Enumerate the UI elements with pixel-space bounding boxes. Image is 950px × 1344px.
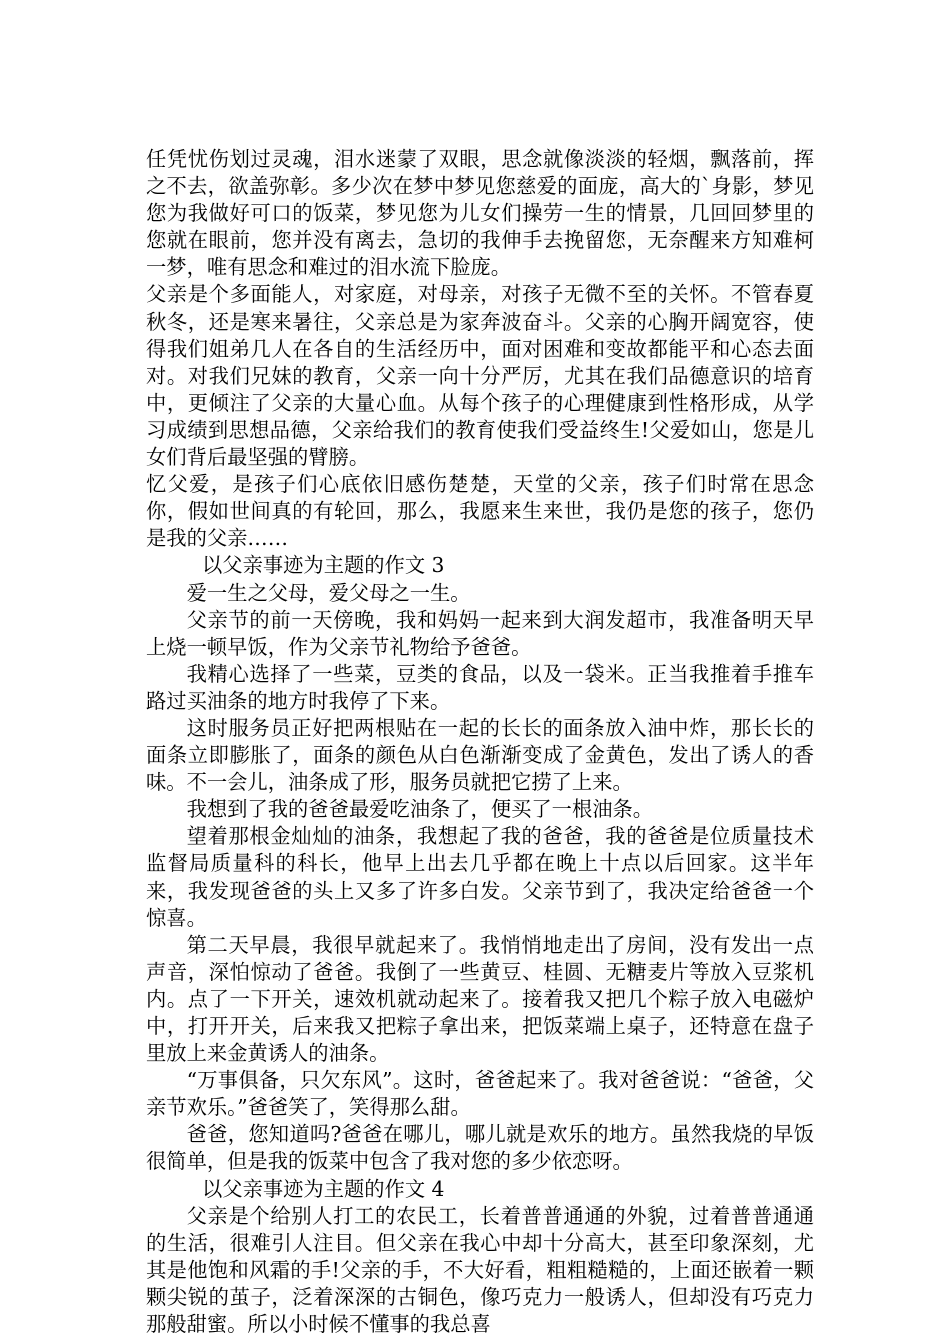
paragraph-morning: 第二天早晨，我很早就起来了。我悄悄地走出了房间，没有发出一点声音，深怕惊动了爸爸。我倒了一些黄豆、桂圆、无糖麦片等放入豆浆机内。点了一下开关，速效机就动起来了。接着我又把几个粽子放入电磁炉中，打开开关，后来我又把粽子拿出来，把饭菜端上桌子，还特意在盘子里放上来金黄诱人的油条。 <box>146 932 814 1066</box>
paragraph-buy-youtiao: 我想到了我的爸爸最爱吃油条了，便买了一根油条。 <box>186 797 654 822</box>
paragraph-shopping: 我精心选择了一些菜，豆类的食品，以及一袋米。正当我推着手推车路过买油条的地方时我停了下来。 <box>146 661 814 713</box>
paragraph-frying: 这时服务员正好把两根贴在一起的长长的面条放入油中炸，那长长的面条立即膨胀了，面条的颜色从白色渐渐变成了金黄色，发出了诱人的香味。不一会儿，油条成了形，服务员就把它捞了上来。 <box>146 715 814 795</box>
paragraph-dad-job: 望着那根金灿灿的油条，我想起了我的爸爸，我的爸爸是位质量技术监督局质量科的科长，他早上出去几乎都在晚上十点以后回家。这半年来，我发现爸爸的头上又多了许多白发。父亲节到了，我决定给爸爸一个惊喜。 <box>146 824 814 930</box>
essay-3-title: 以父亲事迹为主题的作文 3 <box>202 553 445 578</box>
paragraph-remembrance: 忆父爱，是孩子们心底依旧感伤楚楚，天堂的父亲，孩子们时常在思念你，假如世间真的有轮回，那么，我愿来生来世，我仍是您的孩子，您仍是我的父亲…… <box>146 472 814 551</box>
paragraph-closing: 爸爸，您知道吗?爸爸在哪儿，哪儿就是欢乐的地方。虽然我烧的早饭很简单，但是我的饭菜中包含了我对您的多少依恋呀。 <box>146 1122 814 1174</box>
paragraph-father-traits: 父亲是个多面能人，对家庭，对母亲，对孩子无微不至的关怀。不管春夏秋冬，还是寒来暑往，父亲总是为家奔波奋斗。父亲的心胸开阔宽容，使得我们姐弟几人在各自的生活经历中，面对困难和变故都能平和心态去面对。对我们兄妹的教育，父亲一向十分严厉，尤其在我们品德意识的培育中，更倾注了父亲的大量心血。从每个孩子的心理健康到性格形成，从学习成绩到思想品德，父亲给我们的教育使我们受益终生!父爱如山，您是儿女们背后最坚强的臂膀。 <box>146 282 814 470</box>
document-page <box>146 146 814 1338</box>
paragraph-father-hands: 父亲是个给别人打工的农民工，长着普普通通的外貌，过着普普通通的生活，很难引人注目。但父亲在我心中却十分高大，甚至印象深刻，尤其是他饱和风霜的手!父亲的手，不大好看，粗粗糙糙的，上面还嵌着一颗颗尖锐的茧子，泛着深深的古铜色，像巧克力一般诱人，但却没有巧克力那般甜蜜。所以小时候不懂事的我总喜 <box>146 1203 814 1337</box>
paragraph-greeting: “万事俱备，只欠东风”。这时，爸爸起来了。我对爸爸说：“爸爸，父亲节欢乐。”爸爸笑了，笑得那么甜。 <box>146 1068 814 1120</box>
paragraph-supermarket: 父亲节的前一天傍晚，我和妈妈一起来到大润发超市，我准备明天早上烧一顿早饭，作为父亲节礼物给予爸爸。 <box>146 607 814 659</box>
essay-4-title: 以父亲事迹为主题的作文 4 <box>202 1176 445 1201</box>
paragraph-memory: 任凭忧伤划过灵魂，泪水迷蒙了双眼，思念就像淡淡的轻烟，飘落前，挥之不去，欲盖弥彰。多少次在梦中梦见您慈爱的面庞，高大的`身影，梦见您为我做好可口的饭菜，梦见您为儿女们操劳一生的情景，几回回梦里的您就在眼前，您并没有离去，急切的我伸手去挽留您，无奈醒来方知难柯一梦，唯有思念和难过的泪水流下脸庞。 <box>146 147 814 280</box>
paragraph-essay3-opening: 爱一生之父母，爱父母之一生。 <box>186 580 471 605</box>
